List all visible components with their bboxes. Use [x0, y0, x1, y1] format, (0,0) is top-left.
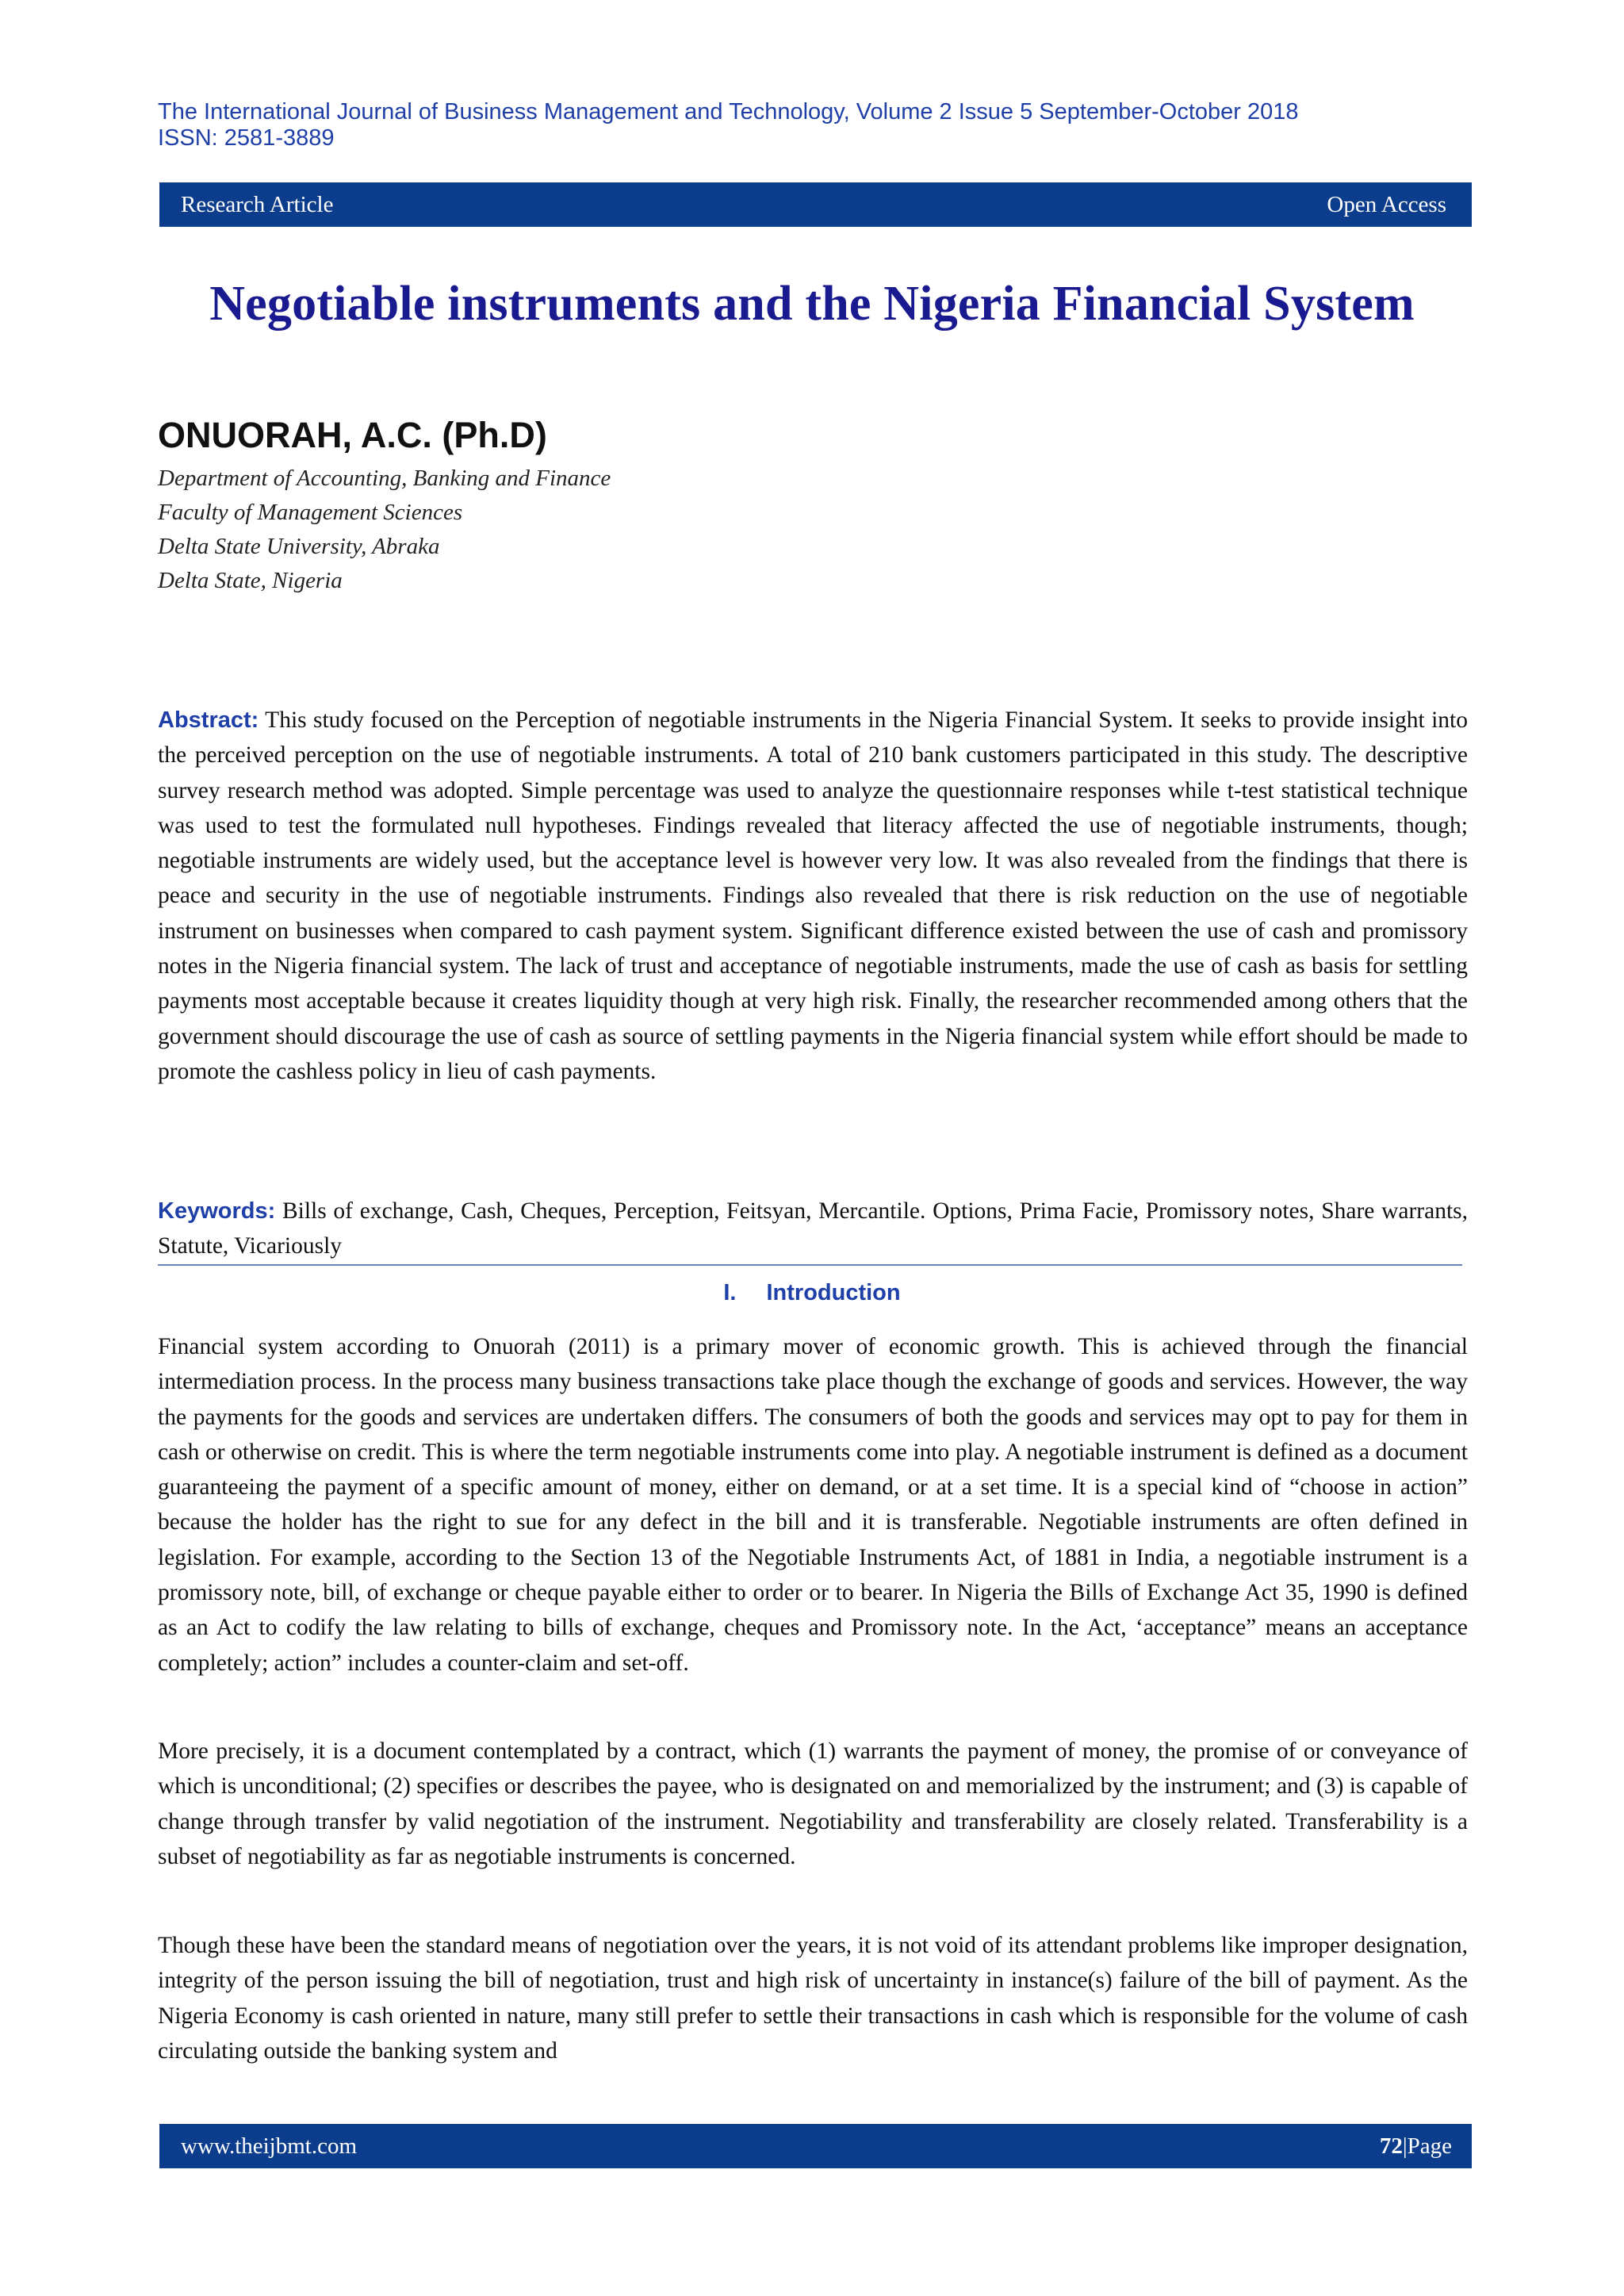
body-paragraph: Though these have been the standard means of negotiation over the years, it is not void of its attendant problems like improper designation, integrity of the person issuing the bill of negotiation, trust and high risk of uncertainty in instance(s) failure of the bill of payment. As the Nigeria Economy is cash oriented in nature, many still prefer to settle their transactions in cash which is responsible for the volume of cash circulating outside the banking system and	[158, 1933, 1468, 2064]
access-type-label: Open Access	[1327, 191, 1446, 217]
affiliation-line: Delta State University, Abraka	[158, 534, 440, 559]
keywords-label: Keywords:	[158, 1198, 276, 1224]
journal-website[interactable]: www.theijbmt.com	[181, 2133, 358, 2159]
section-title: Introduction	[766, 1280, 901, 1305]
article-title: Negotiable instruments and the Nigeria Financial System	[209, 277, 1415, 331]
author-name: ONUORAH, A.C. (Ph.D)	[158, 415, 547, 455]
page-footer	[159, 2124, 1472, 2168]
keywords-text: Bills of exchange, Cash, Cheques, Perception, Feitsyan, Mercantile. Options, Prima Facie, Promissory notes, Share warrants, Statute, Vicariously	[158, 1198, 1469, 1259]
section-number: I.	[723, 1280, 737, 1305]
keywords	[158, 1194, 1468, 1264]
abstract-text: This study focused on the Perception of negotiable instruments in the Nigeria Financial System. It seeks to provide insight into the perceived perception on the use of negotiable instruments. A total of 210 bank customers participated in this study. The descriptive survey research method was adopted. Simple percentage was used to analyze the questionnaire responses while t-test statistical technique was used to test the formulated null hypotheses. Findings revealed that literacy affected the use of negotiable instruments, though; negotiable instruments are widely used, but the acceptance level is however very low. It was also revealed from the findings that there is peace and security in the use of negotiable instruments. Findings also revealed that there is risk reduction on the use of negotiable instrument on businesses when compared to cash payment system. Significant difference existed between the use of cash and promissory notes in the Nigeria financial system. The lack of trust and acceptance of negotiable instruments, made the use of cash as basis for settling payments most acceptable because it creates liquidity though at very high risk. Finally, the researcher recommended among others that the government should discourage the use of cash as source of settling payments in the Nigeria financial system while effort should be made to promote the cashless policy in lieu of cash payments.	[158, 707, 1469, 1084]
journal-issn: ISSN: 2581-3889	[158, 125, 335, 151]
affiliation-line: Delta State, Nigeria	[158, 568, 343, 593]
body-paragraph: Financial system according to Onuorah (2011) is a primary mover of economic growth. This is achieved through the financial intermediation process. In the process many business transactions take place though the exchange of goods and services. However, the way the payments for the goods and services are undertaken differs. The consumers of both the goods and services may opt to pay for them in cash or otherwise on credit. This is where the term negotiable instruments come into play. A negotiable instrument is defined as a document guaranteeing the payment of a specific amount of money, either on demand, or at a set time. It is a special kind of “choose in action” because the holder has the right to sue for any defect in the bill and it is transferable. Negotiable instruments are often defined in legislation. For example, according to the Section 13 of the Negotiable Instruments Act, of 1881 in India, a negotiable instrument is a promissory note, bill, of exchange or cheque payable either to order or to bearer. In Nigeria the Bills of Exchange Act 35, 1990 is defined as an Act to codify the law relating to bills of exchange, cheques and Promissory note. In the Act, ‘acceptance” means an acceptance completely; action” includes a counter-claim and set-off.	[158, 1334, 1468, 1676]
affiliation-line: Department of Accounting, Banking and Finance	[158, 466, 611, 491]
body-paragraph: More precisely, it is a document contemplated by a contract, which (1) warrants the payment of money, the promise of or conveyance of which is unconditional; (2) specifies or describes the payee, who is designated on and memorialized by the instrument; and (3) is capable of change through transfer by valid negotiation of the instrument. Negotiability and transferability are closely related. Transferability is a subset of negotiability as far as negotiable instruments is concerned.	[158, 1738, 1468, 1869]
affiliation-line: Faculty of Management Sciences	[158, 500, 463, 525]
journal-citation: The International Journal of Business Management and Technology, Volume 2 Issue 5 September-October 2018	[158, 99, 1299, 125]
page-number: 72|Page	[1379, 2133, 1452, 2159]
section-divider	[158, 1264, 1462, 1266]
article-type-label: Research Article	[181, 191, 334, 217]
article-type-banner	[159, 182, 1472, 227]
abstract	[158, 703, 1468, 1089]
section-heading	[0, 1280, 1624, 1306]
abstract-label: Abstract:	[158, 707, 259, 733]
